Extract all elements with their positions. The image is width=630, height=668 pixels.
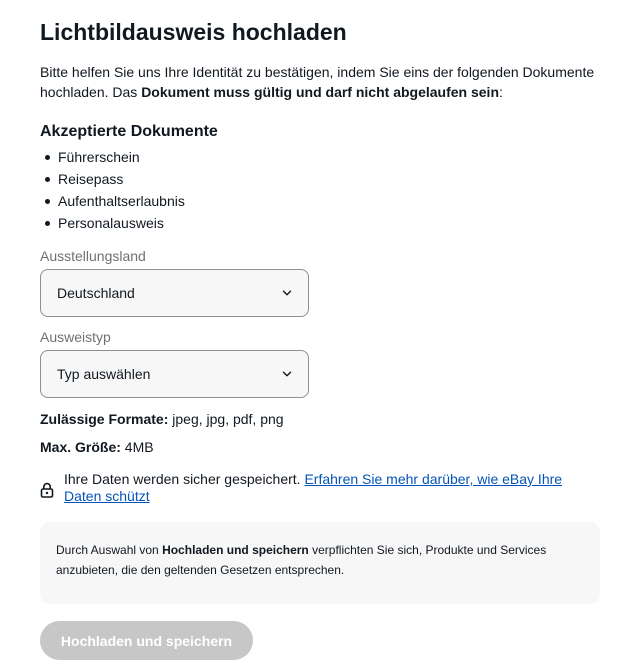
accepted-documents-list bbox=[40, 146, 185, 234]
intro-text-end: : bbox=[499, 84, 503, 100]
intro-text-start: Bitte helfen Sie uns Ihre Identität zu bestätigen, indem Sie eins der folgenden Dokumente hochladen. Das bbox=[40, 64, 595, 100]
security-text bbox=[64, 471, 580, 505]
allowed-formats-value: jpeg, jpg, pdf, png bbox=[168, 411, 284, 427]
max-size-value: 4MB bbox=[120, 439, 154, 455]
list-item: Personalausweis bbox=[40, 212, 185, 234]
list-item: Führerschein bbox=[40, 146, 185, 168]
legal-notice-start: Durch Auswahl von bbox=[56, 543, 163, 557]
chevron-down-icon bbox=[282, 288, 292, 298]
intro-text bbox=[40, 62, 610, 102]
security-info bbox=[40, 471, 580, 505]
allowed-formats-label: Zulässige Formate: bbox=[40, 411, 169, 427]
max-size bbox=[40, 438, 154, 456]
allowed-formats bbox=[40, 410, 284, 428]
lock-icon bbox=[40, 482, 54, 498]
legal-notice-emphasis: Hochladen und speichern bbox=[162, 543, 309, 557]
id-type-label: Ausweistyp bbox=[40, 329, 111, 345]
upload-and-save-button[interactable]: Hochladen und speichern bbox=[40, 621, 253, 660]
data-protection-link[interactable]: Erfahren Sie mehr darüber, wie eBay Ihre Daten schützt bbox=[64, 471, 563, 504]
legal-notice-end: verpflichten Sie sich, Produkte und Services anzubieten, die den geltenden Gesetzen entsprechen. bbox=[56, 543, 547, 577]
accepted-documents-heading: Akzeptierte Dokumente bbox=[40, 123, 218, 140]
legal-notice bbox=[40, 522, 600, 604]
max-size-label: Max. Größe: bbox=[40, 439, 121, 455]
security-text-main: Ihre Daten werden sicher gespeichert. bbox=[64, 471, 305, 487]
country-select-value: Deutschland bbox=[57, 285, 135, 301]
country-label: Ausstellungsland bbox=[40, 248, 146, 264]
chevron-down-icon bbox=[282, 369, 292, 379]
id-type-select[interactable] bbox=[40, 350, 309, 398]
country-select[interactable] bbox=[40, 269, 309, 317]
list-item: Aufenthaltserlaubnis bbox=[40, 190, 185, 212]
page-title: Lichtbildausweis hochladen bbox=[40, 19, 347, 45]
id-type-select-value: Typ auswählen bbox=[57, 366, 151, 382]
intro-text-emphasis: Dokument muss gültig und darf nicht abgelaufen sein bbox=[141, 84, 499, 100]
list-item: Reisepass bbox=[40, 168, 185, 190]
